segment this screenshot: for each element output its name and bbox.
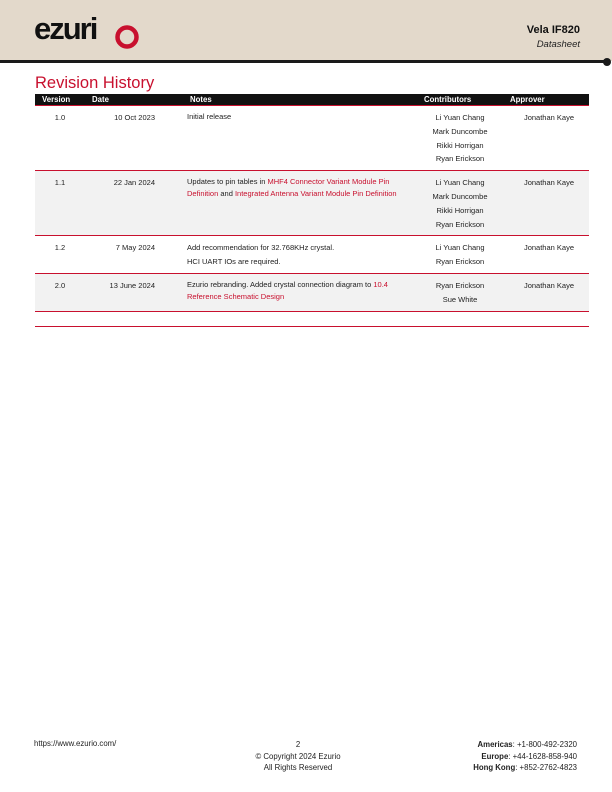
- integrated-antenna-pin-definition-link[interactable]: Integrated Antenna Variant Module Pin Definition: [234, 188, 397, 198]
- contributor-name: Ryan Erickson: [435, 257, 485, 267]
- date-cell: 10 Oct 2023: [85, 106, 183, 171]
- contact-phone: : +1-800-492-2320: [512, 740, 577, 749]
- document-subtitle: Datasheet: [536, 39, 580, 50]
- revision-history-table: [35, 94, 589, 327]
- footer-contacts: [473, 739, 577, 774]
- column-header-date: Date: [85, 94, 183, 106]
- contact-phone: : +852-2762-4823: [515, 763, 577, 772]
- notes-line: Initial release: [187, 112, 232, 121]
- page-number: 2: [295, 740, 301, 749]
- contributor-name: Mark Duncombe: [432, 191, 488, 201]
- empty-cell: [183, 311, 417, 326]
- column-header-notes: Notes: [183, 94, 417, 106]
- table-row: [35, 106, 589, 171]
- notes-text: Updates to pin tables in: [187, 177, 268, 187]
- header-divider-dot: [603, 58, 611, 66]
- table-header-row: [35, 94, 589, 106]
- contact-americas: [473, 739, 577, 751]
- contact-region-label: Europe: [481, 751, 509, 761]
- approver-cell: Jonathan Kaye: [503, 171, 589, 236]
- notes-cell: [183, 106, 417, 171]
- contributor-name: Li Yuan Chang: [435, 113, 485, 122]
- contact-region-label: Americas: [477, 740, 513, 749]
- version-cell: 2.0: [35, 273, 85, 311]
- section-title: Revision History: [35, 74, 155, 92]
- contributors-cell: [417, 106, 503, 171]
- contact-region-label: Hong Kong: [473, 763, 516, 772]
- copyright-text: © Copyright 2024 Ezurio: [255, 751, 341, 761]
- notes-text: Ezurio rebranding. Added crystal connection diagram to: [187, 279, 374, 289]
- notes-text: and: [218, 188, 235, 198]
- contributor-name: Sue White: [442, 294, 478, 304]
- empty-cell: [503, 311, 589, 326]
- approver-cell: Jonathan Kaye: [503, 273, 589, 311]
- contributor-name: Li Yuan Chang: [435, 178, 485, 188]
- footer-website-link[interactable]: https://www.ezurio.com/: [34, 739, 117, 748]
- rights-text: All Rights Reserved: [263, 763, 333, 772]
- version-cell: 1.2: [35, 236, 85, 274]
- header-divider: [0, 60, 606, 63]
- contact-europe: [473, 751, 577, 763]
- contributor-name: Ryan Erickson: [435, 280, 485, 290]
- reference-schematic-link[interactable]: 10.4 Reference Schematic Design: [187, 279, 388, 301]
- contributor-name: Ryan Erickson: [435, 219, 485, 229]
- ezurio-logo: [34, 12, 142, 52]
- contributor-name: Rikki Horrigan: [436, 140, 484, 150]
- empty-cell: [35, 311, 85, 326]
- column-header-approver: Approver: [503, 94, 589, 106]
- contributor-name: Li Yuan Chang: [435, 243, 485, 253]
- table-row: [35, 171, 589, 236]
- footer-center-block: [238, 739, 358, 774]
- document-title: Vela IF820: [526, 24, 580, 36]
- date-cell: 22 Jan 2024: [85, 171, 183, 236]
- notes-cell: [183, 273, 417, 311]
- contributor-name: Mark Duncombe: [432, 126, 488, 136]
- notes-cell: [183, 171, 417, 236]
- mhf4-pin-definition-link[interactable]: MHF4 Connector Variant Module Pin Definition: [187, 177, 390, 198]
- notes-line: Add recommendation for 32.768KHz crystal.: [187, 243, 335, 253]
- version-cell: 1.1: [35, 171, 85, 236]
- svg-text:ezuri: ezuri: [34, 12, 97, 46]
- contact-phone: : +44-1628-858-940: [508, 751, 577, 761]
- empty-table-row: [35, 311, 589, 326]
- contributors-cell: [417, 273, 503, 311]
- contact-hongkong: [473, 762, 577, 774]
- contributor-name: Rikki Horrigan: [436, 205, 484, 215]
- empty-cell: [417, 311, 503, 326]
- approver-cell: Jonathan Kaye: [503, 106, 589, 171]
- contributors-cell: [417, 171, 503, 236]
- version-cell: 1.0: [35, 106, 85, 171]
- table-row: [35, 273, 589, 311]
- column-header-version: Version: [35, 94, 85, 106]
- notes-cell: [183, 236, 417, 274]
- date-cell: 13 June 2024: [85, 273, 183, 311]
- date-cell: 7 May 2024: [85, 236, 183, 274]
- table-row: [35, 236, 589, 274]
- notes-line: HCI UART IOs are required.: [187, 257, 281, 267]
- column-header-contributors: Contributors: [417, 94, 503, 106]
- approver-cell: Jonathan Kaye: [503, 236, 589, 274]
- contributors-cell: [417, 236, 503, 274]
- contributor-name: Ryan Erickson: [435, 154, 485, 164]
- empty-cell: [85, 311, 183, 326]
